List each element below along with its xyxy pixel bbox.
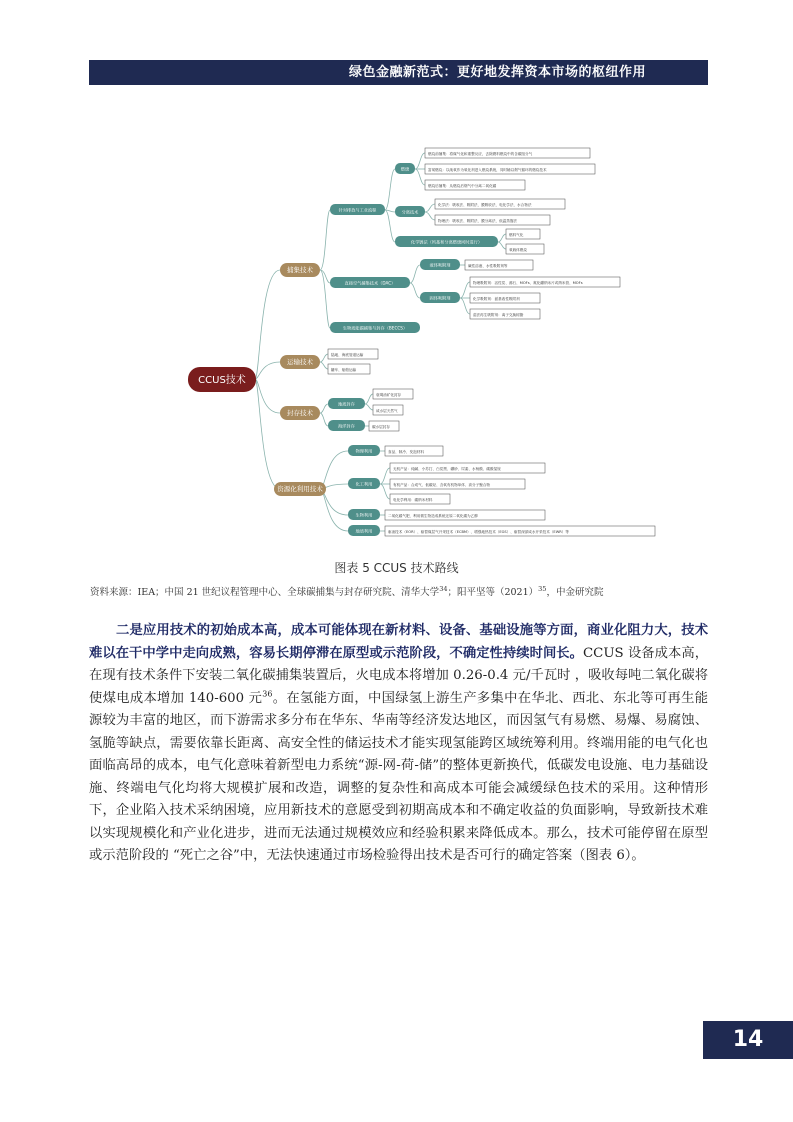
source-text-b: ；阳平坚等（2021） — [447, 587, 539, 598]
leaf-text: 罐车、船舶运输 — [331, 367, 357, 372]
leaf-text: 电化学利用：碳纳米材料 — [393, 497, 433, 502]
leaf-text: 化学吸附剂：氨基改性吸附剂 — [473, 296, 520, 301]
geological-use-label: 地质利用 — [355, 528, 373, 534]
biological-use-label: 生物利用 — [355, 512, 373, 518]
leaf-text: 碳水层封存 — [372, 424, 390, 429]
physical-use-label: 物理利用 — [355, 448, 373, 454]
header-title: 绿色金融新范式：更好地发挥资本市场的枢纽作用 — [348, 65, 646, 80]
leaf-text: 食品、制冷、发泡材料 — [388, 449, 424, 454]
body-lead: 二是应用技术的初始成本高，成本可能体现在新材料、设备、基础设施等方面，商业化阻力大，技术难以在干中学中走向成熟，容易长期停滞在原型或示范阶段，不确定性持续时间长。 — [89, 623, 708, 661]
leaf-text: 衰竭油矿化封存 — [376, 392, 402, 397]
leaf-text: 物理法：吸收法、吸附法、膜分离法、低温蒸馏法 — [438, 218, 518, 223]
source-text-a: 资料来源：IEA；中国 21 世纪议程管理中心、全球碳捕集与封存研究院、清华大学 — [90, 587, 440, 598]
leaf-text: 无机产品：纯碱、小苏打、白炭黑、硼砂、尿素、水杨酸、碳酸氢铵 — [393, 466, 501, 471]
body-part-b: 。在氢能方面，中国绿氢上游生产多集中在华北、西北、东北等可再生能源较为丰富的地区，而下游需求多分布在华东、华南等经济发达地区，而因氢气有易燃、易爆、易腐蚀、氢脆等缺点，需要依靠长距离、高安全性的储运技术才能实现氢能跨区域统筹利用。终端用能的电气化也面临高昂的成本，电气化意味着新型电力系统“源-网-荷-储”的整体更新换代，低碳发电设施、电力基础设施、终端电气化均将大规模扩展和改造，调整的复杂性和高成本可能会减缓绿色技术的采用。这种情形下，企业陷入技术采纳困境，应用新技术的意愿受到初期高成本和不确定收益的负面影响，导致新技术难以实现规模化和产业化进步，进而无法通过规模效应和经验积累来降低成本。那么，技术可能停留在原型或示范阶段的 “死亡之谷”中，无法快速通过市场检验得出技术是否可行的确定答案（图表 6）。 — [89, 690, 708, 863]
figure-caption: 图表 5 CCUS 技术路线 — [334, 561, 459, 575]
separation-label: 分离技术 — [401, 209, 419, 215]
point-source-label: 针对排放与工业流程 — [338, 207, 377, 213]
chemical-use-label: 化工利用 — [355, 481, 373, 487]
leaf-text: 燃烧后捕集：从燃烧后烟气中分离二氧化碳 — [428, 183, 497, 188]
leaf-text: 陆地、海底管道运输 — [331, 352, 364, 357]
leaf-text: 驱油技术（EOR）、驱替煤层气开采技术（ECBM）、增强地热技术（EGS）、驱替深部咸水开采技术（EWR）等 — [388, 529, 569, 534]
leaf-text: 物理吸附剂：活性炭、沸石、MOFs、氮化硼纳米片或纳米管、MOFs — [473, 280, 583, 285]
land-storage-label: 地质封存 — [338, 401, 355, 407]
transport-label: 运输技术 — [287, 358, 313, 366]
source-ref-a: 34 — [439, 584, 448, 593]
header-bar — [89, 60, 708, 85]
root-label: CCUS技术 — [198, 375, 246, 386]
leaf-text: 燃料气化 — [509, 232, 524, 237]
leaf-text: 氧载体燃烧 — [509, 247, 527, 252]
figure-source — [90, 584, 730, 598]
page-number: 14 — [703, 1021, 793, 1059]
body-part-a: CCUS 设备成本高，在现有技术条件下安装二氧化碳捕集装置后，火电成本将增加 0.26-0.4 元/千瓦时 ，吸收每吨二氧化碳将使煤电成本增加 140-600 元 — [89, 645, 708, 706]
storage-label: 封存技术 — [287, 409, 313, 417]
capture-label: 捕集技术 — [287, 266, 313, 274]
leaf-text: 湿法再生吸附剂：离子交换树脂 — [473, 312, 524, 317]
body-ref: 36 — [262, 689, 273, 699]
leaf-text: 二氧化碳气肥、利用微生物造成系统还原二氧化碳为乙醇 — [388, 513, 478, 518]
combustion-label: 燃烧 — [400, 166, 410, 172]
liquid-sorbent-label: 液体吸附剂 — [429, 262, 451, 268]
leaf-text: 燃烧前捕集：将煤气化和重整反应，去除燃料燃烧中的含碳组分气 — [428, 151, 533, 156]
ccus-mindmap — [180, 138, 660, 548]
leaf-text: 咸水层天然气 — [376, 408, 398, 413]
beccs-label: 生物质能碳捕集与封存（BECCS） — [342, 325, 408, 331]
leaf-text: 碱性溶液、水性吸附剂等 — [468, 263, 508, 268]
solid-sorbent-label: 固体吸附剂 — [429, 295, 451, 301]
leaf-text: 化学法：吸收法、吸附法、膜吸收法、电化学法、水合物法 — [438, 202, 532, 207]
chemical-loop-label: 化学链法（钙基和分离燃烧同时进行） — [410, 239, 483, 245]
ocean-storage-label: 海洋封存 — [338, 423, 355, 429]
body-paragraph — [89, 620, 708, 868]
utilization-label: 资源化利用技术 — [277, 485, 323, 493]
dac-label: 直接空气捕集技术（DAC） — [344, 280, 396, 286]
leaf-text: 富氧燃烧：以纯氧作为氧化剂进入燃烧系统，同时辅以烟气循环的燃烧技术 — [428, 167, 547, 172]
source-text-c: ，中金研究院 — [546, 587, 604, 598]
leaf-text: 有机产品：合成气、低碳烃、含氧有机物单体、高分子聚合物 — [393, 482, 491, 487]
source-ref-b: 35 — [538, 584, 547, 593]
